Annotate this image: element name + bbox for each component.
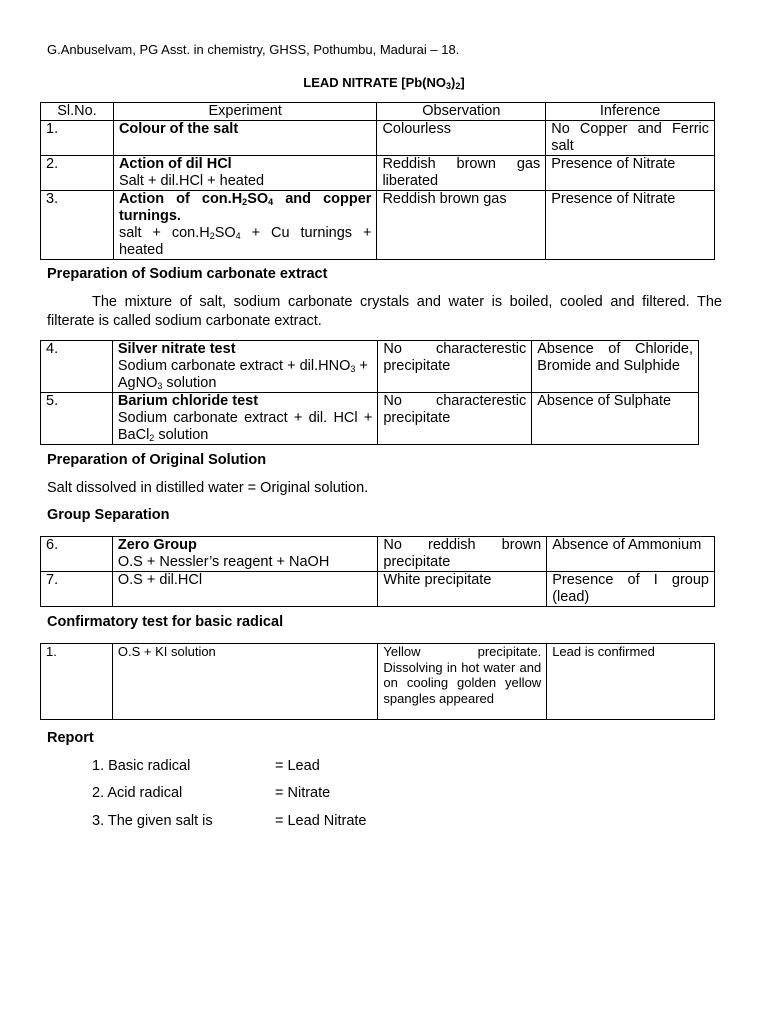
section-heading-confirmatory-test: Confirmatory test for basic radical — [47, 614, 284, 630]
section-heading-group-separation: Group Separation — [47, 507, 170, 523]
cell-inference: Absence of Sulphate — [532, 393, 699, 445]
cell-slno: 7. — [41, 572, 113, 607]
section-paragraph-original-solution: Salt dissolved in distilled water = Original solution. — [47, 480, 369, 496]
table-group-separation — [40, 536, 715, 607]
cell-experiment — [112, 572, 378, 607]
cell-observation: Colourless — [377, 121, 546, 156]
report-value: = Nitrate — [275, 785, 331, 801]
cell-inference: No Copper and Ferric salt — [546, 121, 715, 156]
table-row — [41, 644, 715, 720]
table-confirmatory-test — [40, 643, 715, 720]
experiment-detail: O.S + Nessler’s reagent + NaOH — [117, 554, 330, 570]
report-label: 3. The given salt is — [92, 813, 213, 829]
section-heading-report: Report — [47, 730, 94, 746]
header-slno: Sl.No. — [41, 103, 114, 121]
cell-observation: No characterestic precipitate — [378, 341, 532, 393]
cell-slno: 6. — [41, 537, 113, 572]
experiment-title: Action of $con.H_2SO_4$ and copper turnings. — [118, 191, 372, 224]
cell-slno: 4. — [41, 341, 113, 393]
cell-inference: Absence of Chloride, Bromide and Sulphide — [532, 341, 699, 393]
cell-slno: 1. — [41, 644, 113, 720]
table-row — [41, 156, 715, 191]
experiment-detail: Sodium carbonate extract + $dil.HNO_3$ + AgNO$_3$ solution — [117, 358, 368, 391]
report-label: 1. Basic radical — [92, 758, 191, 774]
experiment-title: Silver nitrate test — [117, 341, 236, 357]
cell-observation: Reddish brown gas liberated — [377, 156, 546, 191]
cell-experiment — [112, 537, 378, 572]
report-item — [92, 813, 213, 829]
section-paragraph-sodium-extract: The mixture of salt, sodium carbonate crystals and water is boiled, cooled and filtered. The filterate is called sodium carbonate extract. — [47, 294, 722, 329]
cell-slno: 2. — [41, 156, 114, 191]
cell-experiment — [113, 121, 377, 156]
experiment-title: Colour of the salt — [118, 121, 239, 137]
experiment-detail: Salt + dil.HCl + heated — [118, 173, 265, 189]
cell-inference: Presence of Nitrate — [546, 191, 715, 260]
experiment-detail: Sodium carbonate extract + dil. HCl + BaCl$_2$ solution — [117, 410, 373, 443]
cell-experiment — [112, 393, 378, 445]
table-row — [41, 121, 715, 156]
experiment-title: Zero Group — [117, 537, 197, 553]
experiment-title: Barium chloride test — [117, 393, 259, 409]
table-row — [41, 537, 715, 572]
experiment-title: Action of dil HCl — [118, 156, 232, 172]
table-header-row — [41, 103, 715, 121]
header-observation: Observation — [377, 103, 546, 121]
cell-inference: Lead is confirmed — [547, 644, 715, 720]
table-row — [41, 572, 715, 607]
cell-observation: No characterestic precipitate — [378, 393, 532, 445]
cell-inference: Presence of Nitrate — [546, 156, 715, 191]
cell-inference: Presence of I group (lead) — [547, 572, 715, 607]
report-item — [92, 758, 190, 774]
experiment-detail: O.S + dil.HCl — [117, 572, 203, 588]
report-value: = Lead Nitrate — [275, 813, 367, 829]
page-title: LEAD NITRATE $[Pb(NO_3)_2]$ — [303, 75, 465, 91]
cell-slno: 5. — [41, 393, 113, 445]
experiment-detail: salt + $con.H_2SO_4 + Cu$ turnings + heated — [118, 225, 372, 258]
cell-experiment — [112, 341, 378, 393]
table-row — [41, 191, 715, 260]
cell-experiment — [113, 156, 377, 191]
cell-observation: White precipitate — [378, 572, 547, 607]
cell-observation: Reddish brown gas — [377, 191, 546, 260]
table-acid-radical-tests — [40, 340, 699, 445]
table-row — [41, 393, 699, 445]
report-value: = Lead — [275, 758, 320, 774]
cell-experiment — [113, 191, 377, 260]
header-experiment: Experiment — [113, 103, 377, 121]
section-heading-original-solution: Preparation of Original Solution — [47, 452, 267, 468]
cell-slno: 3. — [41, 191, 114, 260]
section-heading-sodium-extract: Preparation of Sodium carbonate extract — [47, 266, 328, 282]
cell-experiment: O.S + KI solution — [112, 644, 378, 720]
cell-inference: Absence of Ammonium — [547, 537, 715, 572]
cell-observation: Yellow precipitate. Dissolving in hot water and on cooling golden yellow spangles appeared — [378, 644, 547, 720]
report-item — [92, 785, 182, 801]
page-header: G.Anbuselvam, PG Asst. in chemistry, GHSS, Pothumbu, Madurai – 18. — [47, 42, 460, 57]
cell-slno: 1. — [41, 121, 114, 156]
table-row — [41, 341, 699, 393]
cell-observation: No reddish brown precipitate — [378, 537, 547, 572]
header-inference: Inference — [546, 103, 715, 121]
report-label: 2. Acid radical — [92, 785, 183, 801]
table-preliminary-tests — [40, 102, 715, 260]
